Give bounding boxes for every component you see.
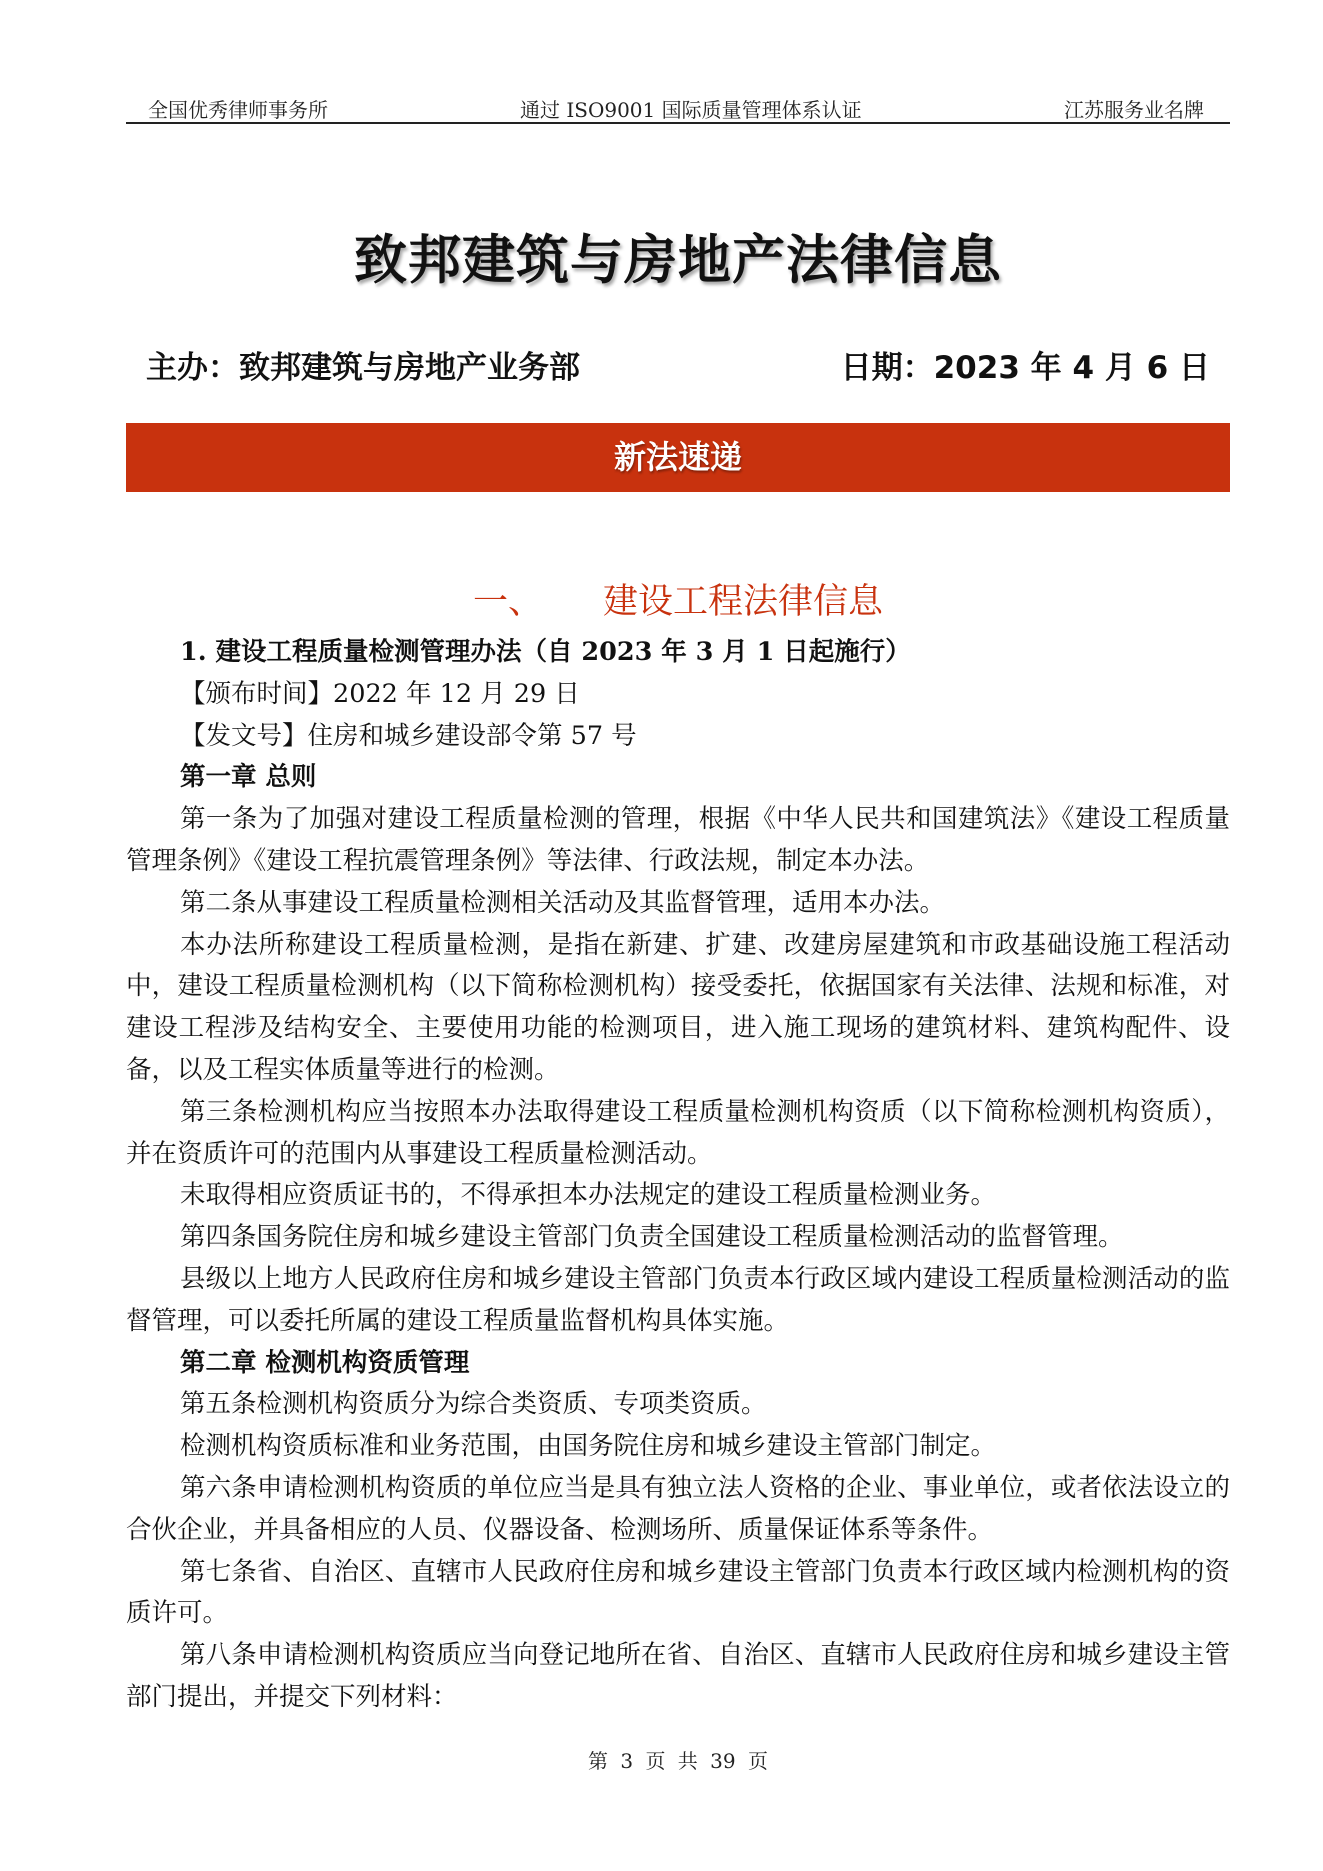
paragraph: 检测机构资质标准和业务范围，由国务院住房和城乡建设主管部门制定。 (180, 1431, 997, 1462)
page-title: 致邦建筑与房地产法律信息 (354, 230, 1002, 291)
issue-date: 日期：2023 年 4 月 6 日 (840, 350, 1210, 386)
paragraph: 县级以上地方人民政府住房和城乡建设主管部门负责本行政区域内建设工程质量检测活动的监督管理，可以委托所属的建设工程质量监督机构具体实施。 (126, 1263, 1230, 1336)
paragraph: 第一条为了加强对建设工程质量检测的管理，根据《中华人民共和国建筑法》《建设工程质量管理条例》《建设工程抗震管理条例》等法律、行政法规，制定本办法。 (126, 804, 1230, 876)
paragraph: 本办法所称建设工程质量检测，是指在新建、扩建、改建房屋建筑和市政基础设施工程活动中，建设工程质量检测机构（以下简称检测机构）接受委托，依据国家有关法律、法规和标准，对建设工程涉及结构安全、主要使用功能的检测项目，进入施工现场的建筑材料、建筑构配件、设备，以及工程实体质量等进行的检测。 (126, 929, 1230, 1085)
running-header (126, 92, 1230, 124)
running-header-center: 通过 ISO9001 国际质量管理体系认证 (520, 98, 862, 122)
paragraph: 第二条从事建设工程质量检测相关活动及其监督管理，适用本办法。 (180, 887, 946, 918)
article-body (126, 632, 1230, 1719)
chapter-heading: 第一章 总则 (180, 762, 317, 793)
section-heading (126, 574, 1230, 624)
paragraph: 第七条省、自治区、直辖市人民政府住房和城乡建设主管部门负责本行政区域内检测机构的资质许可。 (126, 1556, 1230, 1629)
info-row (146, 342, 1210, 386)
promulgation-date: 【颁布时间】2022 年 12 月 29 日 (180, 678, 580, 709)
paragraph: 第四条国务院住房和城乡建设主管部门负责全国建设工程质量检测活动的监督管理。 (180, 1222, 1124, 1253)
chapter-heading: 第二章 检测机构资质管理 (180, 1347, 470, 1378)
paragraph: 第八条申请检测机构资质应当向登记地所在省、自治区、直辖市人民政府住房和城乡建设主管部门提出，并提交下列材料： (126, 1640, 1230, 1712)
running-header-right: 江苏服务业名牌 (1064, 98, 1204, 122)
article-heading: 1. 建设工程质量检测管理办法（自 2023 年 3 月 1 日起施行） (180, 637, 911, 667)
paragraph: 第三条检测机构应当按照本办法取得建设工程质量检测机构资质（以下简称检测机构资质），并在资质许可的范围内从事建设工程质量检测活动。 (126, 1096, 1230, 1169)
organizer-label: 主办：致邦建筑与房地产业务部 (146, 350, 580, 386)
document-number: 【发文号】住房和城乡建设部令第 57 号 (180, 720, 637, 751)
section-title: 建设工程法律信息 (603, 582, 884, 622)
running-header-left: 全国优秀律师事务所 (148, 98, 328, 122)
section-number: 一、 (472, 582, 543, 622)
page-number: 第 3 页 共 39 页 (588, 1749, 768, 1773)
section-banner: 新法速递 (126, 423, 1230, 492)
paragraph: 未取得相应资质证书的，不得承担本办法规定的建设工程质量检测业务。 (180, 1180, 997, 1211)
paragraph: 第五条检测机构资质分为综合类资质、专项类资质。 (180, 1389, 767, 1420)
paragraph: 第六条申请检测机构资质的单位应当是具有独立法人资格的企业、事业单位，或者依法设立的合伙企业，并具备相应的人员、仪器设备、检测场所、质量保证体系等条件。 (126, 1472, 1230, 1545)
